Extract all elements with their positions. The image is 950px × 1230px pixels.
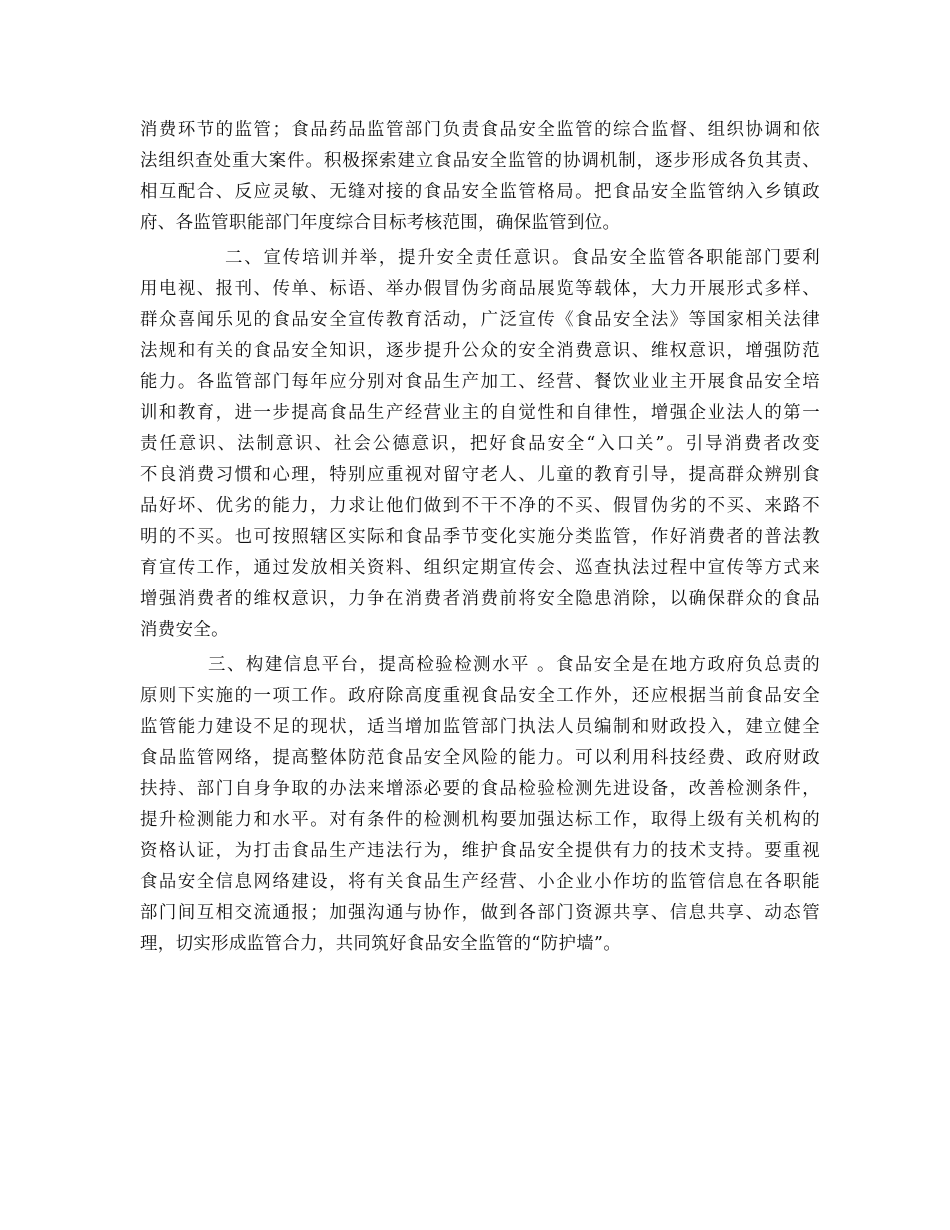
text-line: 法规和有关的食品安全知识，逐步提升公众的安全消费意识、维权意识，增强防范 (140, 341, 820, 361)
text-line: 原则下实施的一项工作。政府除高度重视食品安全工作外，还应根据当前食品安全 (140, 686, 820, 706)
text-line: 监管能力建设不足的现状，适当增加监管部门执法人员编制和财政投入，建立健全 (140, 717, 820, 737)
text-line: 部门间互相交流通报；加强沟通与协作，做到各部门资源共享、信息共享、动态管 (140, 903, 820, 923)
paragraph (140, 650, 820, 960)
paragraph (140, 243, 820, 646)
text-line: 增强消费者的维权意识，力争在消费者消费前将安全隐患消除，以确保群众的食品 (140, 589, 820, 609)
text-line: 能力。各监管部门每年应分别对食品生产加工、经营、餐饮业业主开展食品安全培 (140, 372, 820, 392)
text-line: 法组织查处重大案件。积极探索建立食品安全监管的协调机制，逐步形成各负其责、 (140, 151, 820, 171)
text-line: 育宣传工作，通过发放相关资料、组织定期宣传会、巡查执法过程中宣传等方式来 (140, 558, 820, 578)
text-line: 消费安全。 (140, 620, 229, 640)
text-line: 责任意识、法制意识、社会公德意识，把好食品安全“入口关”。引导消费者改变 (140, 434, 820, 454)
text-line: 二、宣传培训并举，提升安全责任意识。食品安全监管各职能部门要利 (225, 248, 820, 268)
text-line: 消费环节的监管；食品药品监管部门负责食品安全监管的综合监督、组织协调和依 (140, 120, 820, 140)
document-body (140, 115, 820, 960)
text-line: 品好坏、优劣的能力，力求让他们做到不干不净的不买、假冒伪劣的不买、来路不 (140, 496, 820, 516)
text-line: 资格认证，为打击食品生产违法行为，维护食品安全提供有力的技术支持。要重视 (140, 841, 820, 861)
text-line: 相互配合、反应灵敏、无缝对接的食品安全监管格局。把食品安全监管纳入乡镇政 (140, 182, 820, 202)
text-line: 不良消费习惯和心理，特别应重视对留守老人、儿童的教育引导，提高群众辨别食 (140, 465, 820, 485)
text-line: 明的不买。也可按照辖区实际和食品季节变化实施分类监管，作好消费者的普法教 (140, 527, 820, 547)
text-line: 三、构建信息平台，提高检验检测水平 。食品安全是在地方政府负总责的 (208, 655, 820, 675)
text-line: 训和教育，进一步提高食品生产经营业主的自觉性和自律性，增强企业法人的第一 (140, 403, 820, 423)
text-line: 食品安全信息网络建设，将有关食品生产经营、小企业小作坊的监管信息在各职能 (140, 872, 820, 892)
text-line: 提升检测能力和水平。对有条件的检测机构要加强达标工作，取得上级有关机构的 (140, 810, 820, 830)
text-line: 扶持、部门自身争取的办法来增添必要的食品检验检测先进设备，改善检测条件， (140, 779, 820, 799)
paragraph (140, 115, 820, 239)
text-line: 食品监管网络，提高整体防范食品安全风险的能力。可以利用科技经费、政府财政 (140, 748, 820, 768)
text-line: 理，切实形成监管合力，共同筑好食品安全监管的“防护墙”。 (140, 934, 622, 954)
text-line: 群众喜闻乐见的食品安全宣传教育活动，广泛宣传《食品安全法》等国家相关法律 (140, 310, 820, 330)
text-line: 用电视、报刊、传单、标语、举办假冒伪劣商品展览等载体，大力开展形式多样、 (140, 279, 820, 299)
text-line: 府、各监管职能部门年度综合目标考核范围，确保监管到位。 (140, 213, 621, 233)
